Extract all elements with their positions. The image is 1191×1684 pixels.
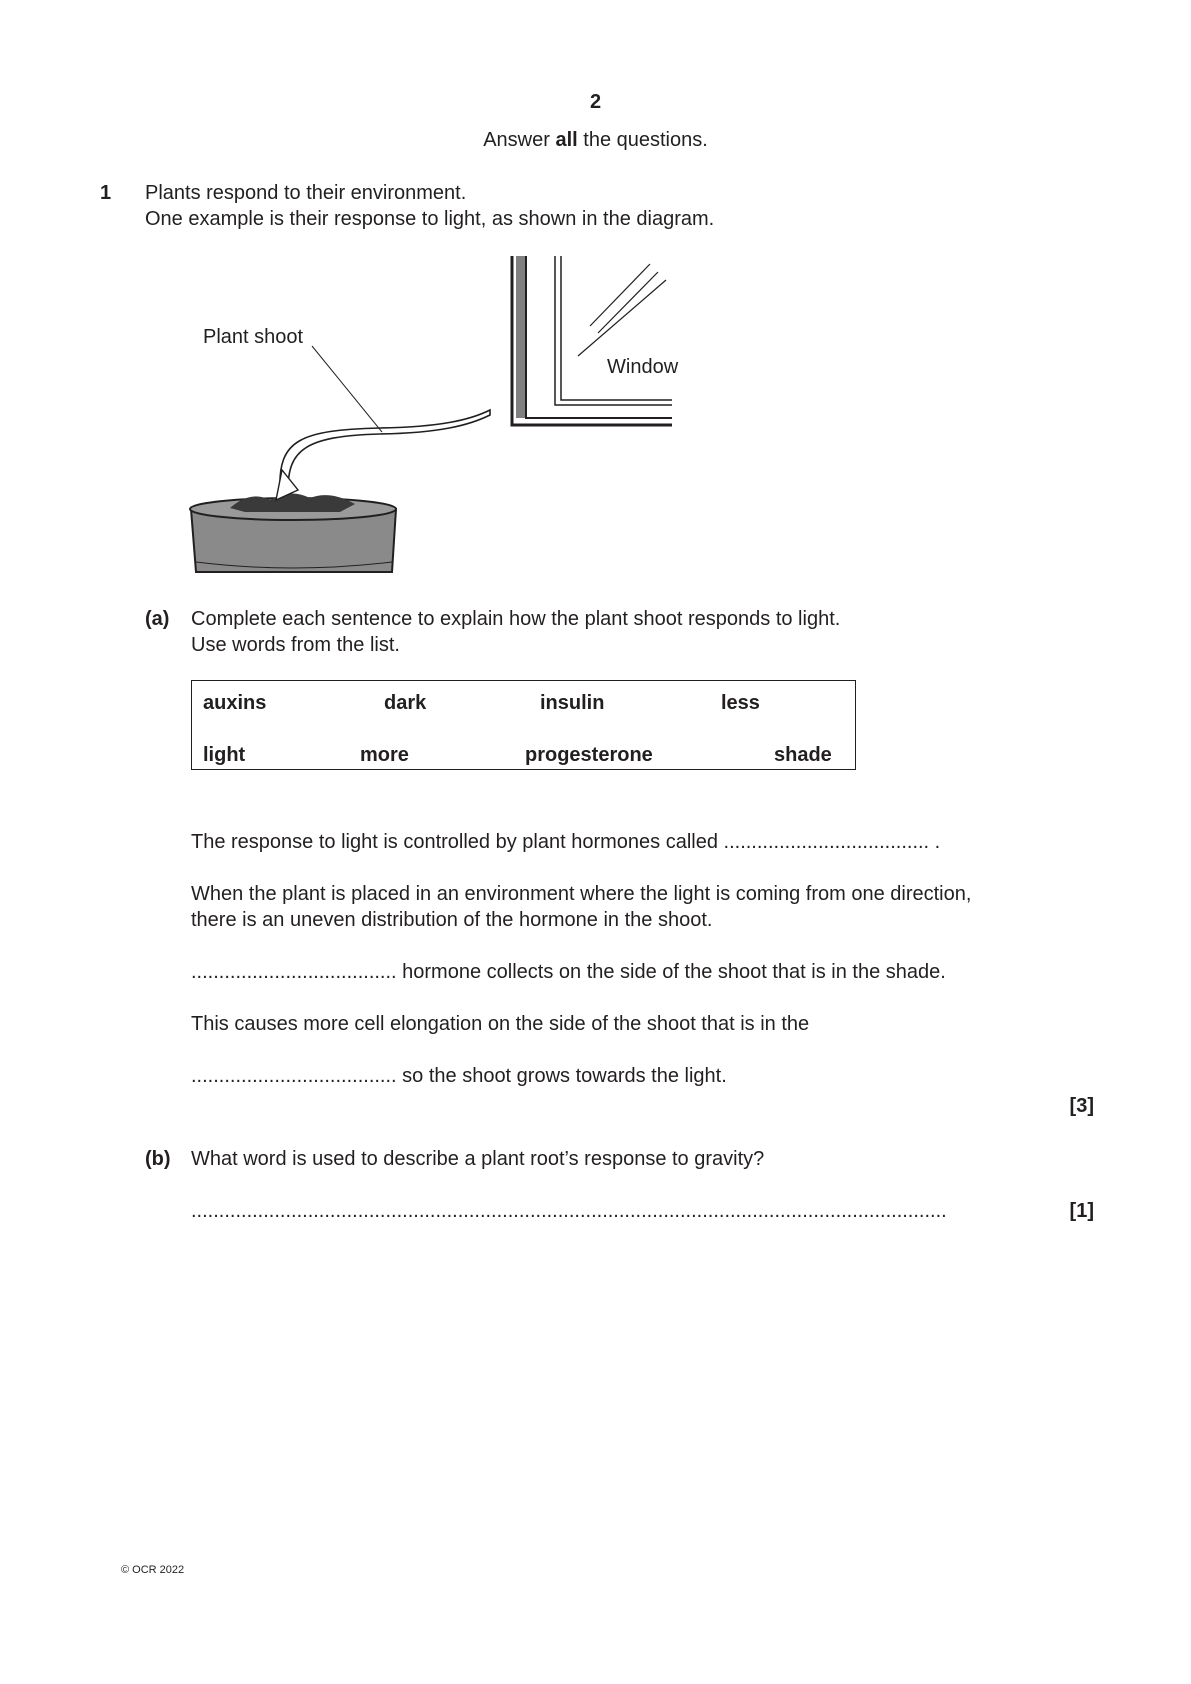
part-b-label: (b) xyxy=(145,1148,171,1170)
plant-shoot-illustration xyxy=(276,410,490,500)
window-label: Window xyxy=(607,356,679,378)
instruction-before: Answer xyxy=(483,129,556,151)
word-list-box xyxy=(191,680,856,770)
word-list-item: light xyxy=(203,744,246,766)
sentence-2-line1: When the plant is placed in an environment where the light is coming from one direction, xyxy=(191,883,972,905)
plant-shoot-leader-line xyxy=(312,346,382,432)
question-stem-line2: One example is their response to light, as shown in the diagram. xyxy=(145,208,715,230)
question-stem-line1: Plants respond to their environment. xyxy=(145,182,467,204)
sentence-3: ..................................... hormone collects on the side of the shoot that is in the shade. xyxy=(191,961,946,983)
sentence-5: ..................................... so the shoot grows towards the light. xyxy=(191,1065,727,1087)
part-a-line1: Complete each sentence to explain how the plant shoot responds to light. xyxy=(191,608,841,630)
copyright-footer: © OCR 2022 xyxy=(121,1564,185,1576)
part-a-label: (a) xyxy=(145,608,170,630)
word-list-item: more xyxy=(360,744,409,766)
plant-pot-illustration xyxy=(190,493,396,572)
part-b-question: What word is used to describe a plant root’s response to gravity? xyxy=(191,1148,765,1170)
word-list-item: shade xyxy=(774,744,832,766)
marks-part-a: [3] xyxy=(1069,1095,1094,1117)
page-number: 2 xyxy=(589,91,602,113)
part-b-answer-line: ........................................................................................................................................ xyxy=(191,1200,947,1222)
sentence-2-line2: there is an uneven distribution of the hormone in the shoot. xyxy=(191,909,713,931)
plant-shoot-label: Plant shoot xyxy=(203,326,304,348)
word-list-item: insulin xyxy=(540,692,605,714)
part-a-line2: Use words from the list. xyxy=(191,634,400,656)
instruction-bold: all xyxy=(555,129,578,151)
question-number: 1 xyxy=(100,182,112,204)
marks-part-b: [1] xyxy=(1069,1200,1094,1222)
plant-phototropism-diagram xyxy=(0,0,1191,600)
word-list-item: progesterone xyxy=(525,744,653,766)
instruction-after: the questions. xyxy=(577,129,708,151)
sentence-4: This causes more cell elongation on the side of the shoot that is in the xyxy=(191,1013,810,1035)
sentence-1: The response to light is controlled by plant hormones called ..................................... . xyxy=(191,831,941,853)
word-list-item: auxins xyxy=(203,692,267,714)
window-illustration xyxy=(512,256,672,425)
word-list-item: dark xyxy=(384,692,427,714)
word-list-item: less xyxy=(721,692,760,714)
